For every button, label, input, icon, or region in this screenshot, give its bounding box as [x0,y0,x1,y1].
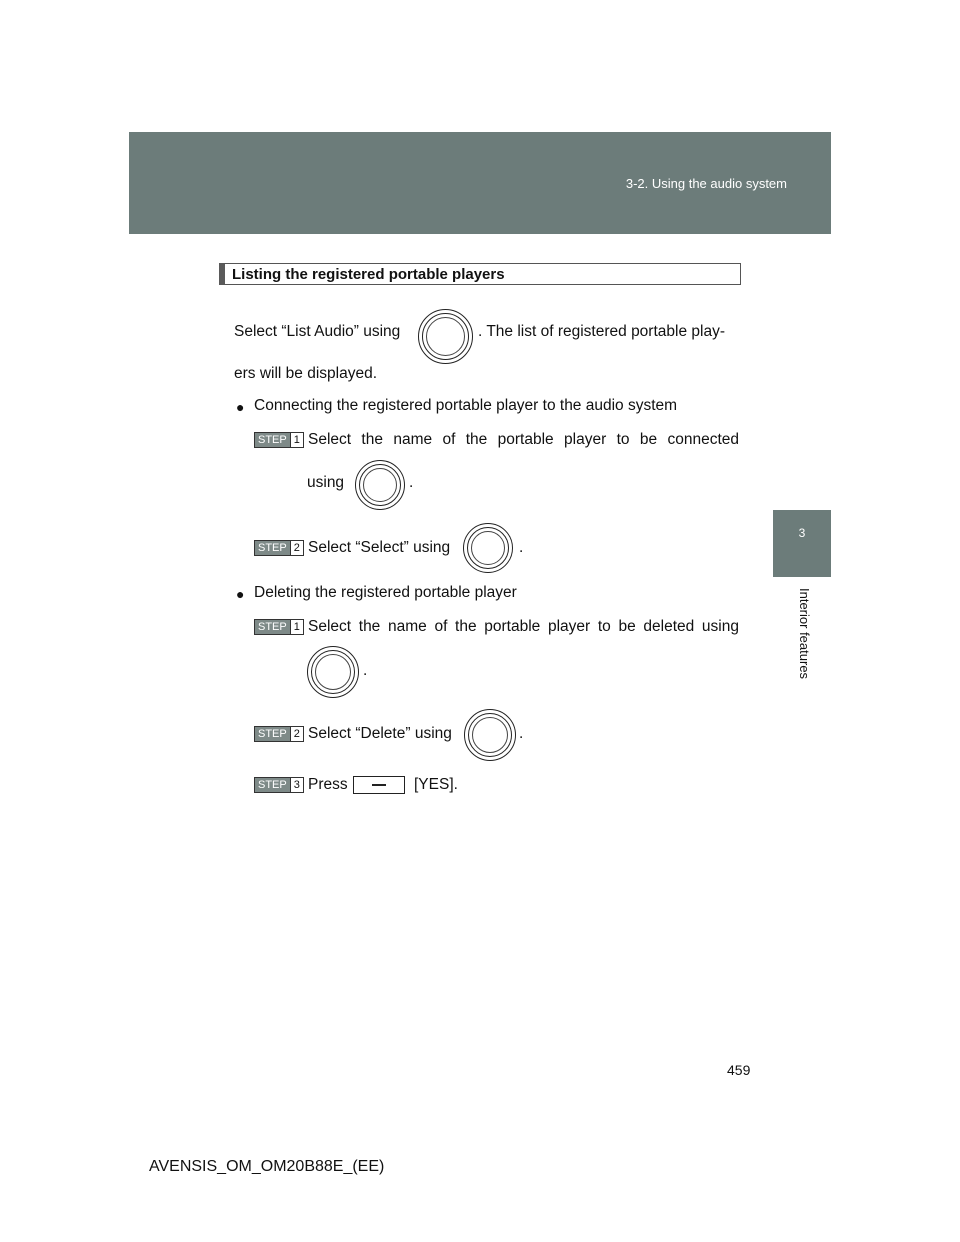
step-badge-2: STEP 2 [254,540,304,556]
tune-select-knob-icon [307,646,359,698]
delete-step2-end: . [519,725,524,742]
step-badge-3: STEP 3 [254,777,304,793]
tune-select-knob-icon [463,523,513,573]
page-number: 459 [727,1062,751,1078]
connect-step1-text: Select the name of the portable player to be connected [308,431,739,448]
footer-code: AVENSIS_OM_OM20B88E_(EE) [149,1158,385,1175]
bullet-icon: ● [236,399,245,415]
connect-step1-using: using [307,474,345,491]
chapter-number: 3 [798,526,806,540]
tune-select-knob-icon [418,309,473,364]
tune-select-knob-icon [355,460,405,510]
header-band [129,132,831,234]
bullet-connecting: Connecting the registered portable player to the audio system [254,397,678,414]
delete-step1-end: . [363,662,368,679]
yes-softkey-button-icon [353,776,405,794]
connect-step2-end: . [519,539,524,556]
intro-text-3: ers will be displayed. [234,365,378,382]
bullet-icon: ● [236,586,245,602]
delete-step3-press: Press [308,776,348,793]
step-badge-2: STEP 2 [254,726,304,742]
section-heading: Listing the registered portable players [219,263,741,285]
section-label: 3-2. Using the audio system [625,176,787,191]
delete-step1-text: Select the name of the portable player to be deleted using [308,618,739,635]
connect-step2-text: Select “Select” using [308,539,451,556]
bullet-deleting: Deleting the registered portable player [254,584,517,601]
delete-step2-text: Select “Delete” using [308,725,452,742]
delete-step3-end: [YES]. [414,776,458,793]
tune-select-knob-icon [464,709,516,761]
step-badge-1: STEP 1 [254,619,304,635]
chapter-tab [773,510,831,577]
connect-step1-end: . [409,474,414,491]
step-badge-1: STEP 1 [254,432,304,448]
intro-text-1: Select “List Audio” using [234,323,401,340]
chapter-title: Interior features [797,588,812,680]
intro-text-2: . The list of registered portable play- [478,323,725,340]
